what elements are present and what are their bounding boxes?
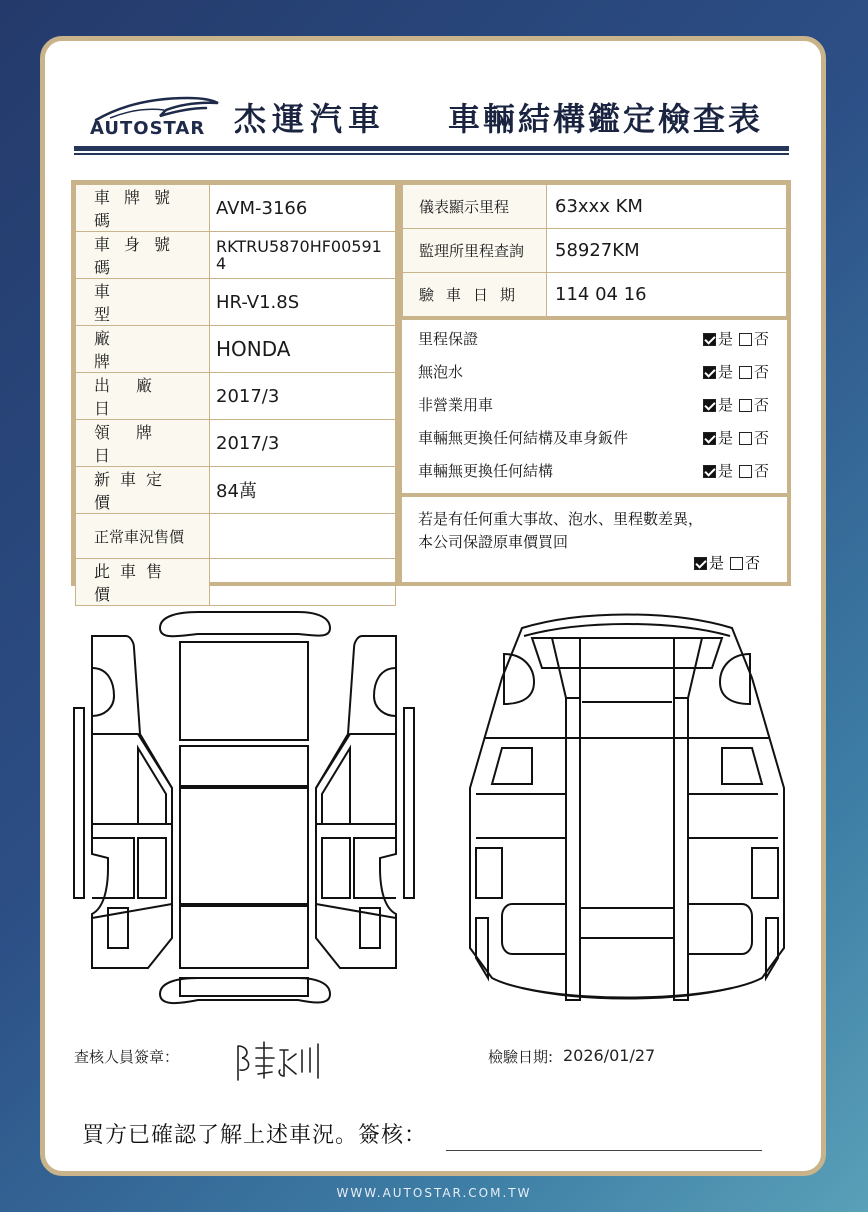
car-frame-diagram (462, 608, 792, 1008)
guarantee-no-checkbox[interactable] (730, 557, 743, 570)
guarantee-no-label: 否 (744, 554, 760, 572)
guarantee-yes-label: 是 (708, 554, 724, 572)
odometer-label: 儀表顯示里程 (403, 185, 547, 229)
checklist-item (402, 421, 787, 454)
registry-mileage-label: 監理所里程查詢 (403, 229, 547, 273)
table-row (76, 559, 396, 606)
registration-date-label: 領牌日 (94, 423, 179, 465)
checklist-item (402, 355, 787, 388)
mileage-table (402, 184, 787, 317)
sale-price-value (210, 559, 396, 606)
normal-price-label: 正常車況售價 (94, 527, 185, 546)
checklist-item-label: 無泡水 (418, 363, 464, 381)
table-row (76, 232, 396, 279)
checklist-choice (703, 427, 769, 448)
yes-label: 是 (717, 462, 733, 480)
checklist-choice (703, 460, 769, 481)
checklist-choice (703, 328, 769, 349)
vin-value: RKTRU5870HF00591 4 (210, 232, 396, 279)
make-value: HONDA (210, 326, 396, 373)
odometer-value: 63xxx KM (547, 185, 787, 229)
website-url[interactable]: WWW.AUTOSTAR.COM.TW (336, 1186, 532, 1200)
checklist-item (402, 322, 787, 355)
logo-text: AUTOSTAR (90, 118, 206, 139)
vehicle-info-table (75, 184, 396, 606)
vehicle-check-date-value: 114 04 16 (547, 273, 787, 317)
inspection-date-label: 檢驗日期: (488, 1048, 554, 1066)
form-title: 車輛結構鑑定檢查表 (448, 100, 764, 138)
table-row (403, 185, 787, 229)
manufacture-date-label: 出廠日 (94, 376, 179, 418)
yes-label: 是 (717, 396, 733, 414)
brand-name: 杰運汽車 (234, 100, 387, 138)
sale-price-label: 此車售價 (94, 562, 173, 604)
yes-checkbox[interactable] (703, 465, 716, 478)
label-plate (76, 185, 209, 231)
no-checkbox[interactable] (739, 399, 752, 412)
table-row (76, 185, 396, 232)
no-checkbox[interactable] (739, 432, 752, 445)
checklist-item-label: 車輛無更換任何結構 (418, 462, 554, 480)
inspector-signature-image (232, 1038, 322, 1084)
car-body-diagram-side (68, 608, 428, 1008)
no-label: 否 (753, 429, 769, 447)
new-price-value: 84萬 (210, 467, 396, 514)
no-checkbox[interactable] (739, 333, 752, 346)
checklist-item-label: 里程保證 (418, 330, 479, 348)
guarantee-yes-checkbox[interactable] (694, 557, 707, 570)
guarantee-box (418, 508, 778, 572)
checklist-choice (703, 394, 769, 415)
guarantee-choice (694, 552, 778, 573)
checklist-item (402, 454, 787, 487)
normal-price-value (210, 514, 396, 559)
table-row (403, 229, 787, 273)
table-row (76, 373, 396, 420)
yes-checkbox[interactable] (703, 366, 716, 379)
header (88, 88, 808, 148)
yes-checkbox[interactable] (703, 432, 716, 445)
no-label: 否 (753, 363, 769, 381)
table-row (76, 279, 396, 326)
yes-label: 是 (717, 429, 733, 447)
table-row (76, 514, 396, 559)
inspector-signature-label: 查核人員簽章： (74, 1048, 180, 1066)
checklist-item-label: 非營業用車 (418, 396, 494, 414)
model-value: HR-V1.8S (210, 279, 396, 326)
checklist-item-label: 車輛無更換任何結構及車身鈑件 (418, 429, 629, 447)
make-label: 廠牌 (94, 329, 171, 371)
plate-label-text: 車牌號碼 (94, 188, 185, 230)
inspection-date-value: 2026/01/27 (563, 1046, 656, 1065)
checklist-choice (703, 361, 769, 382)
plate-value: AVM-3166 (210, 185, 396, 232)
registry-mileage-value: 58927KM (547, 229, 787, 273)
header-rule-thin (74, 153, 789, 155)
yes-checkbox[interactable] (703, 333, 716, 346)
no-checkbox[interactable] (739, 366, 752, 379)
no-label: 否 (753, 330, 769, 348)
guarantee-line2: 本公司保證原車價買回 (418, 533, 569, 551)
inspection-date-label: 驗車日期 (403, 273, 547, 317)
no-label: 否 (753, 396, 769, 414)
vin-label: 車身號碼 (94, 235, 185, 277)
buyer-confirmation: 買方已確認了解上述車況。簽核： (82, 1123, 428, 1148)
table-row (76, 467, 396, 514)
header-rule-thick (74, 146, 789, 151)
new-price-label: 新車定價 (94, 470, 173, 512)
registration-date-value: 2017/3 (210, 420, 396, 467)
model-label: 車型 (94, 282, 171, 324)
guarantee-line1: 若是有任何重大事故、泡水、里程數差異， (418, 510, 704, 528)
no-checkbox[interactable] (739, 465, 752, 478)
buyer-signature-line[interactable] (446, 1150, 762, 1151)
table-row (403, 273, 787, 317)
table-row (76, 420, 396, 467)
table-row (76, 326, 396, 373)
yes-label: 是 (717, 363, 733, 381)
no-label: 否 (753, 462, 769, 480)
yes-checkbox[interactable] (703, 399, 716, 412)
checklist-item (402, 388, 787, 421)
yes-label: 是 (717, 330, 733, 348)
manufacture-date-value: 2017/3 (210, 373, 396, 420)
checklist (402, 322, 787, 487)
